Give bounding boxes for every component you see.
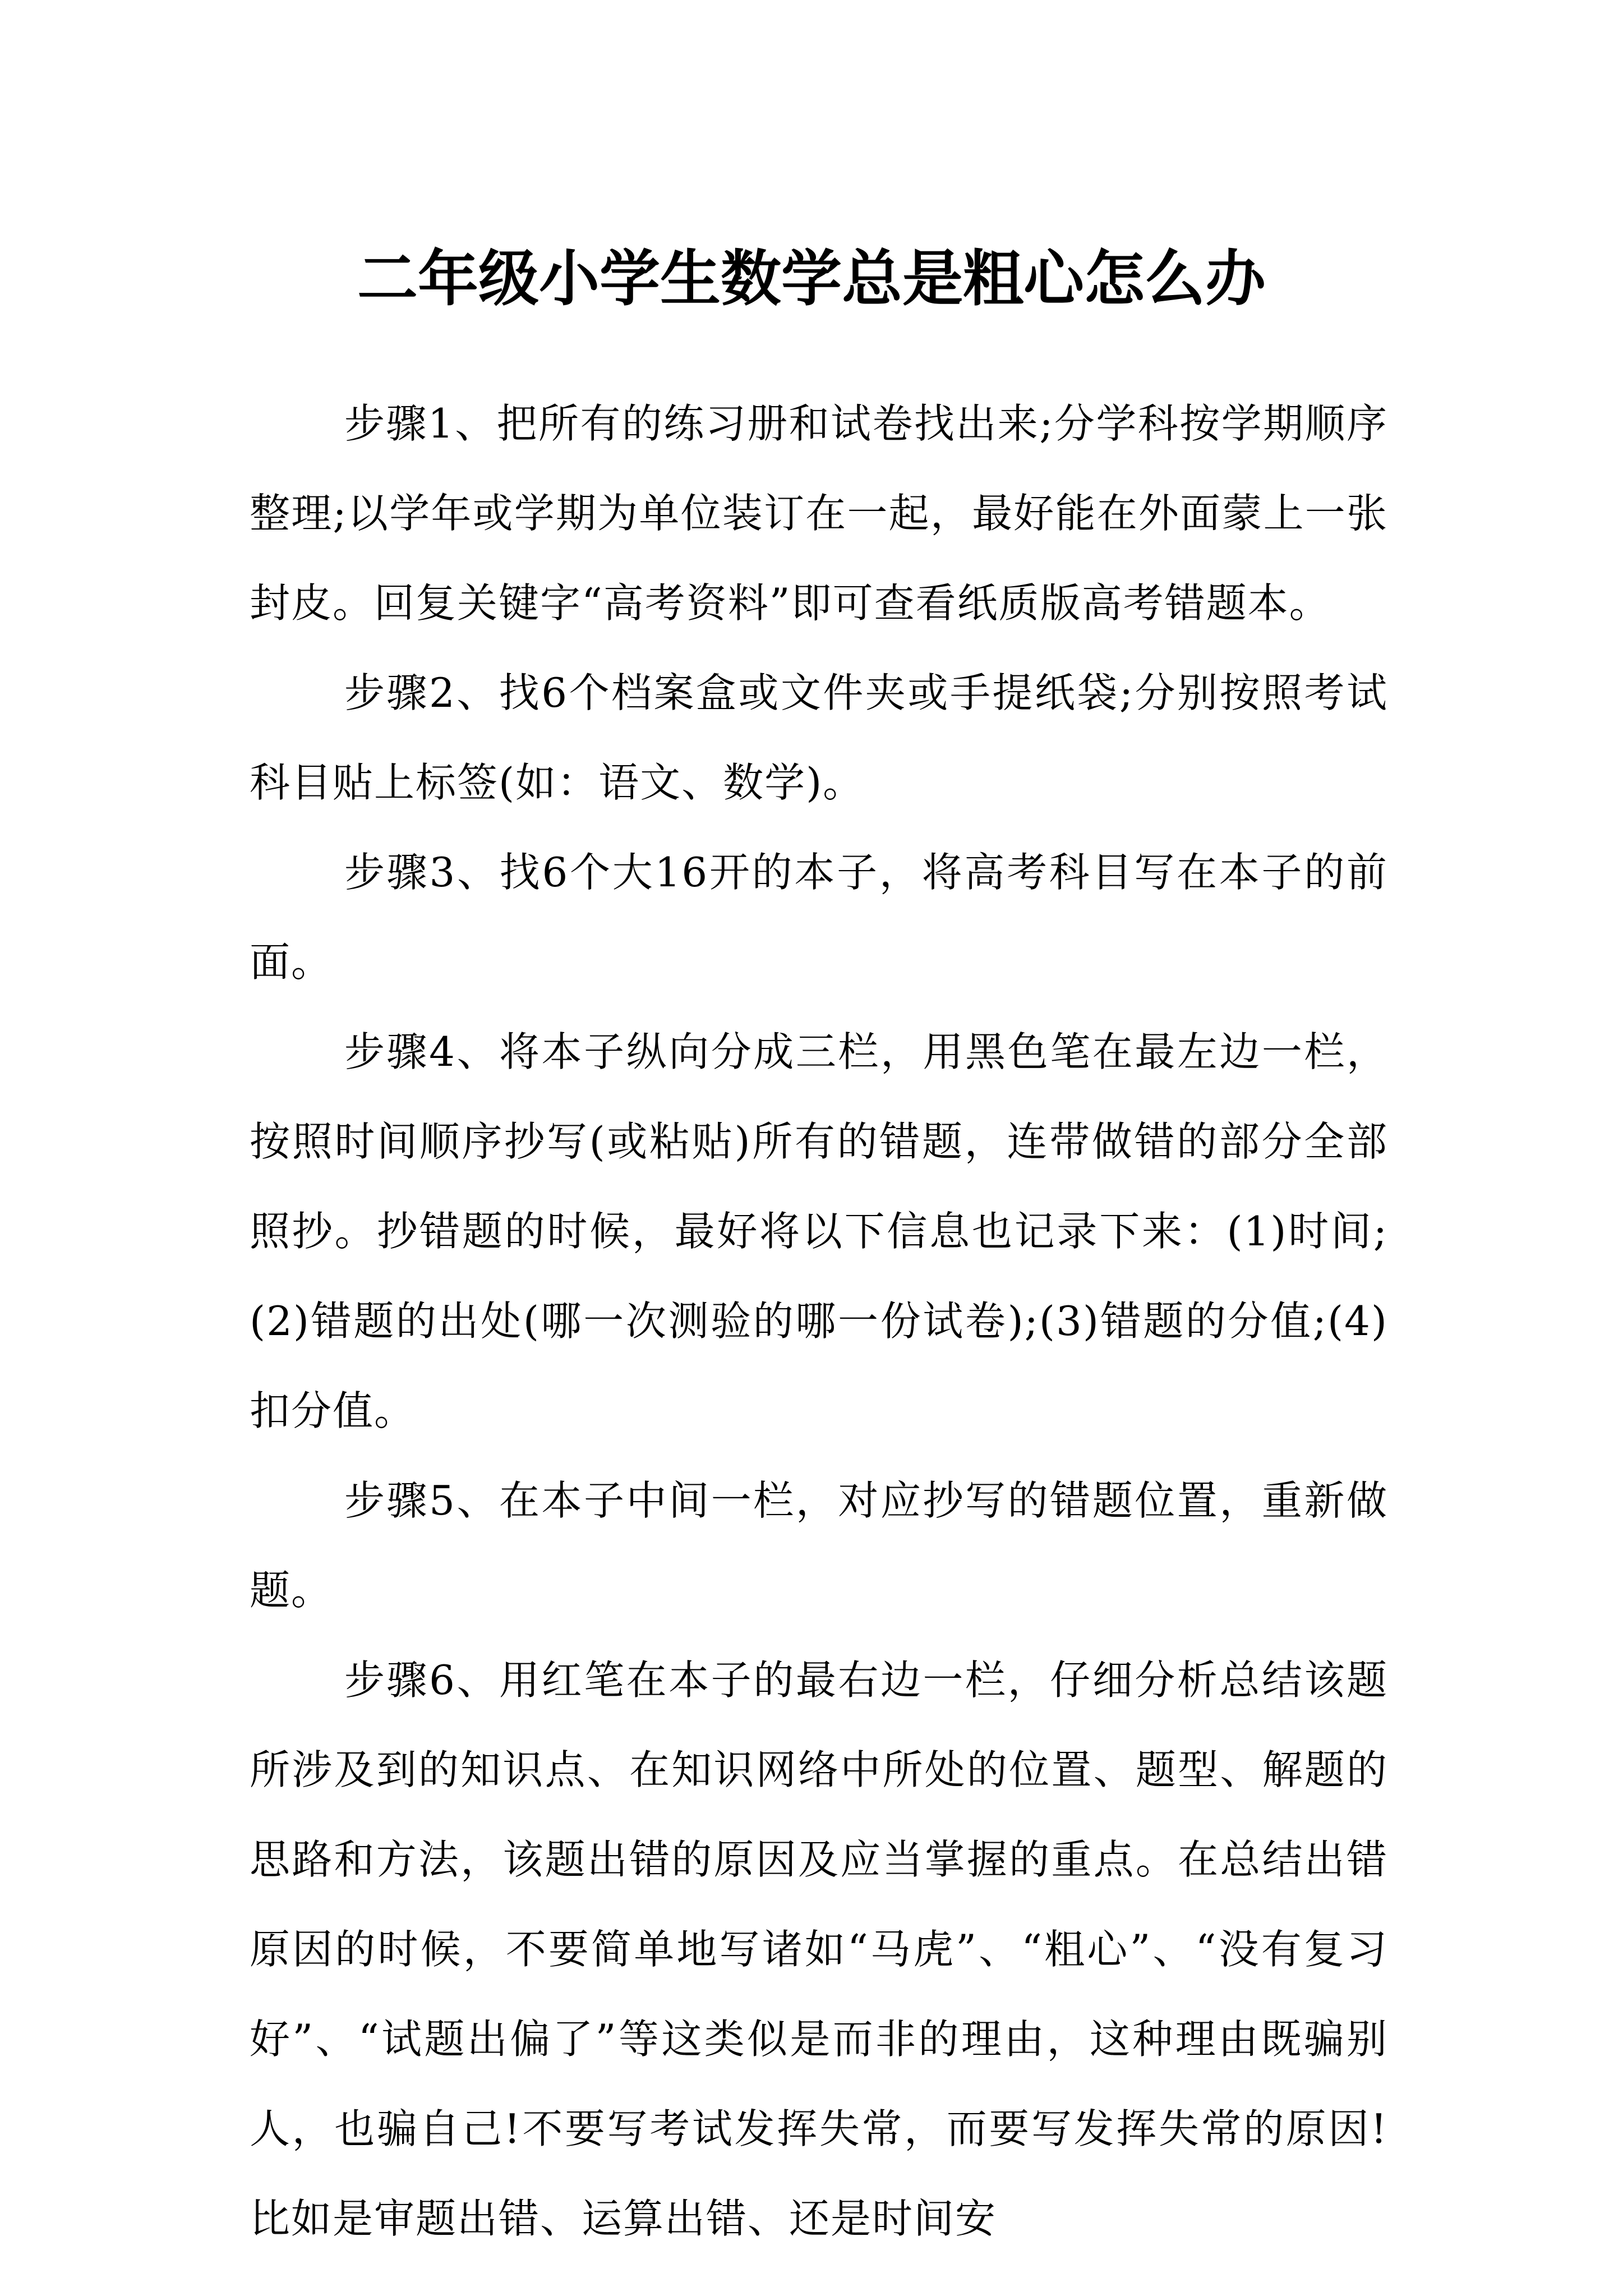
paragraph-step-4: 步骤4、将本子纵向分成三栏，用黑色笔在最左边一栏，按照时间顺序抄写(或粘贴)所有的错题，连带做错的部分全部照抄。抄错题的时候，最好将以下信息也记录下来：(1)时间;(2)错题的出处(哪一次测验的哪一份试卷);(3)错题的分值;(4)扣分值。 [250,1028,1388,1434]
paragraph-step-2: 步骤2、找6个档案盒或文件夹或手提纸袋;分别按照考试科目贴上标签(如：语文、数学)。 [250,669,1388,806]
paragraph-step-6: 步骤6、用红笔在本子的最右边一栏，仔细分析总结该题所涉及到的知识点、在知识网络中所处的位置、题型、解题的思路和方法，该题出错的原因及应当掌握的重点。在总结出错原因的时候，不要简单地写诸如“马虎”、“粗心”、“没有复习好”、“试题出偏了”等这类似是而非的理由，这种理由既骗别人，也骗自己!不要写考试发挥失常，而要写发挥失常的原因!比如是审题出错、运算出错、还是时间安 [250,1657,1388,2242]
document-title: 二年级小学生数学总是粗心怎么办 [357,243,1266,315]
paragraph-step-5: 步骤5、在本子中间一栏，对应抄写的错题位置，重新做题。 [250,1477,1388,1614]
document-body [250,379,1388,2263]
paragraph-step-1: 步骤1、把所有的练习册和试卷找出来;分学科按学期顺序整理;以学年或学期为单位装订在一起，最好能在外面蒙上一张封皮。回复关键字“高考资料”即可查看纸质版高考错题本。 [250,400,1388,627]
paragraph-step-3: 步骤3、找6个大16开的本子，将高考科目写在本子的前面。 [250,849,1388,986]
